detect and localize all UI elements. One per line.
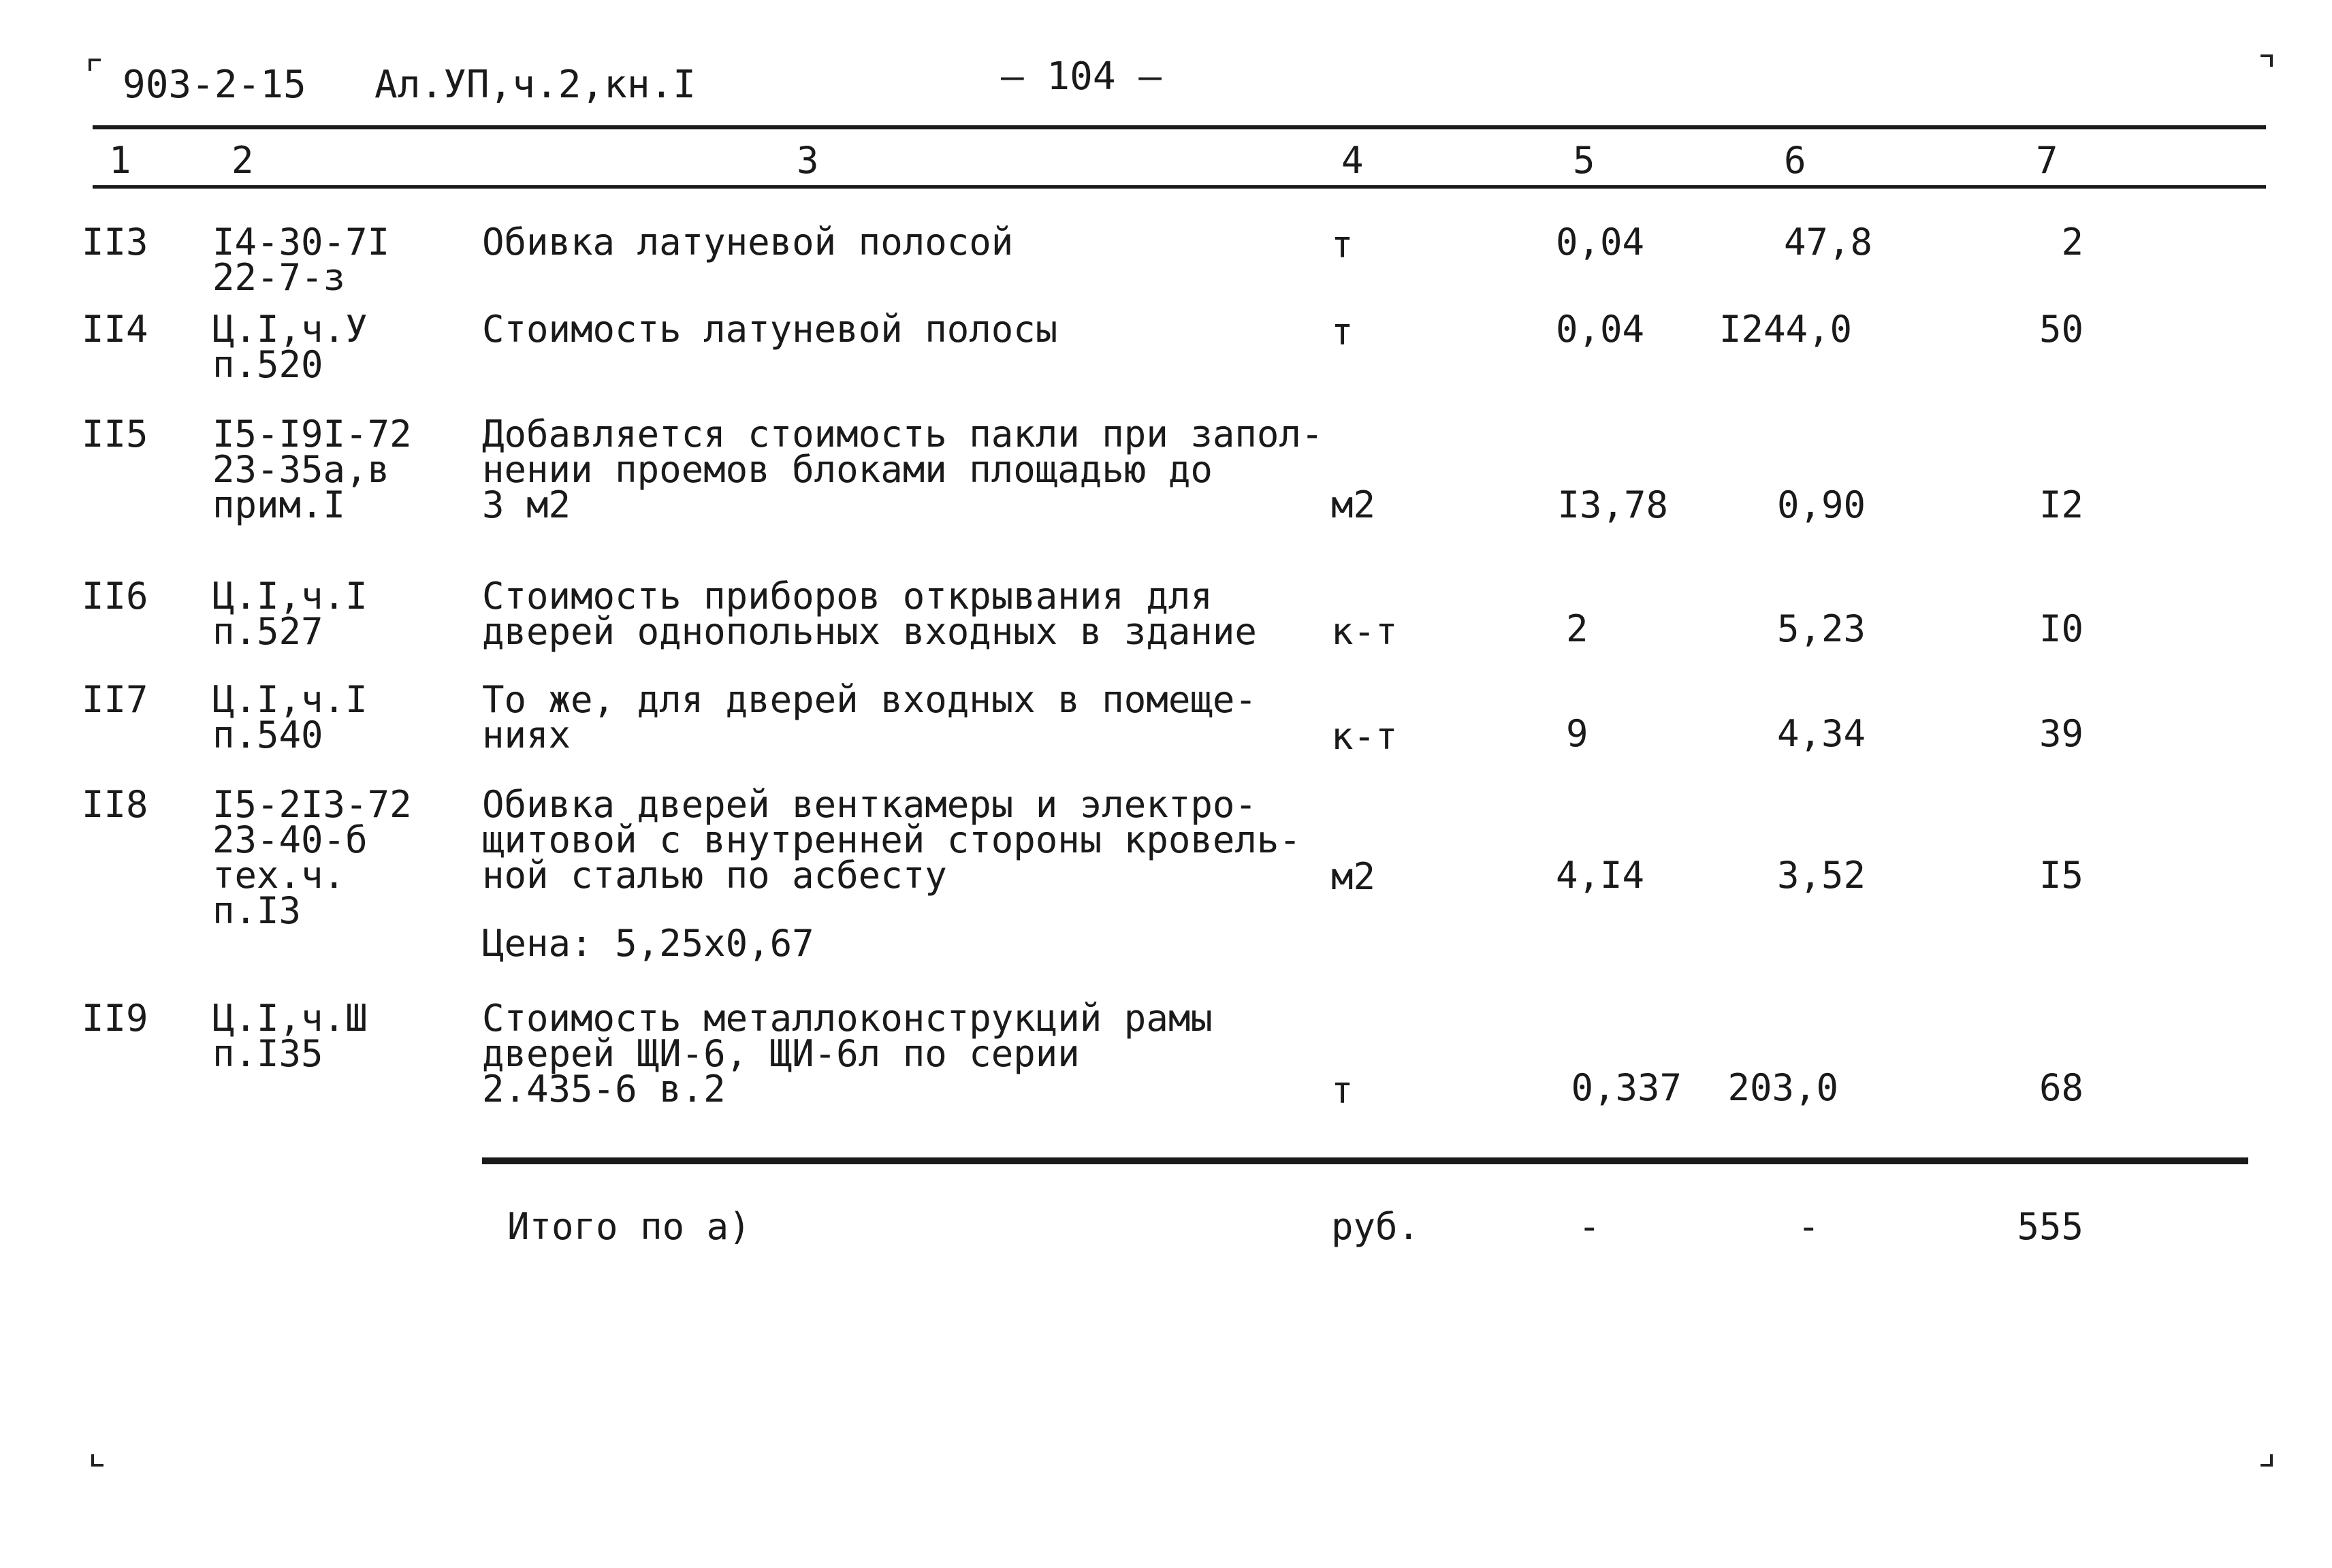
total-sum: 555 — [2017, 1205, 2083, 1248]
document-code: 903-2-15 — [123, 63, 306, 107]
row-reference: I4-30-7I 22-7-з — [212, 221, 390, 299]
header-rule-bottom — [93, 185, 2266, 189]
row-number: II3 — [82, 221, 148, 263]
page-number: — 104 — — [1001, 54, 1162, 99]
row-quantity: 4,I4 — [1555, 854, 1645, 897]
row-number: II7 — [82, 678, 148, 721]
row-quantity: 0,04 — [1555, 221, 1645, 263]
row-quantity: 9 — [1566, 712, 1588, 755]
row-price: 3,52 — [1776, 854, 1866, 897]
column-header-7: 7 — [2036, 139, 2058, 182]
corner-mark-top-left — [89, 59, 101, 71]
row-reference: Ц.I,ч.I п.527 — [212, 575, 368, 653]
column-header-3: 3 — [797, 139, 819, 182]
total-rule — [482, 1157, 2248, 1164]
row-reference: I5-I9I-72 23-35а,в прим.I — [212, 413, 412, 526]
row-description: Стоимость приборов открывания для дверей однопольных входных в здание — [482, 575, 1257, 653]
album-reference: Ал.УП,ч.2,кн.I — [374, 63, 697, 107]
row-price: 5,23 — [1776, 607, 1866, 650]
row-reference: I5-2I3-72 23-40-б тех.ч. п.I3 — [212, 783, 412, 932]
column-header-1: 1 — [109, 139, 131, 182]
row-number: II6 — [82, 575, 148, 618]
row-price: 47,8 — [1783, 221, 1872, 263]
row-number: II9 — [82, 997, 148, 1040]
column-header-5: 5 — [1573, 139, 1595, 182]
row-reference: Ц.I,ч.I п.540 — [212, 678, 368, 756]
row-description: То же, для дверей входных в помеще- ниях — [482, 678, 1257, 756]
total-label: Итого по а) — [507, 1205, 751, 1248]
row-description: Стоимость латуневой полосы — [482, 308, 1058, 351]
column-header-4: 4 — [1341, 139, 1364, 182]
row-description: Добавляется стоимость пакли при запол- нении проемов блоками площадью до 3 м2 — [482, 413, 1324, 526]
row-total: I2 — [2039, 483, 2083, 526]
row-unit: т — [1331, 1069, 1354, 1112]
row-description: Обивка латуневой полосой — [482, 221, 1014, 263]
corner-mark-top-right — [2261, 54, 2273, 67]
row-unit: м2 — [1331, 855, 1376, 898]
row-total: 68 — [2039, 1066, 2083, 1109]
row-quantity: 2 — [1566, 607, 1588, 650]
row-unit: к-т — [1331, 610, 1398, 653]
row-price: I244,0 — [1719, 308, 1852, 351]
corner-mark-bottom-right — [2261, 1454, 2273, 1467]
row-description: Обивка дверей венткамеры и электро- щитовой с внутренней стороны кровель- ной сталью по асбесту — [482, 783, 1301, 897]
column-header-2: 2 — [231, 139, 254, 182]
row-total: 50 — [2039, 308, 2083, 351]
corner-mark-bottom-left — [91, 1454, 103, 1467]
row-unit: к-т — [1331, 715, 1398, 758]
row-price-note: Цена: 5,25х0,67 — [482, 922, 814, 965]
row-unit: т — [1331, 223, 1354, 266]
row-number: II4 — [82, 308, 148, 351]
row-quantity: I3,78 — [1557, 483, 1668, 526]
row-total: 2 — [2061, 221, 2083, 263]
row-total: 39 — [2039, 712, 2083, 755]
row-price: 4,34 — [1776, 712, 1866, 755]
row-number: II5 — [82, 413, 148, 455]
row-price: 203,0 — [1727, 1066, 1838, 1109]
column-header-6: 6 — [1784, 139, 1806, 182]
row-quantity: 0,04 — [1555, 308, 1645, 351]
row-total: I0 — [2039, 607, 2083, 650]
row-unit: т — [1331, 310, 1354, 353]
row-description: Стоимость металлоконструкций рамы дверей ЩИ-6, ЩИ-6л по серии 2.435-6 в.2 — [482, 997, 1213, 1110]
row-reference: Ц.I,ч.Ш п.I35 — [212, 997, 368, 1075]
row-unit: м2 — [1331, 483, 1376, 526]
total-price: - — [1798, 1205, 1820, 1248]
total-unit: руб. — [1331, 1205, 1420, 1248]
row-number: II8 — [82, 783, 148, 826]
row-total: I5 — [2039, 854, 2083, 897]
total-quantity: - — [1578, 1205, 1601, 1248]
row-quantity: 0,337 — [1571, 1066, 1682, 1109]
header-rule-top — [93, 125, 2266, 129]
row-price: 0,90 — [1776, 483, 1866, 526]
row-reference: Ц.I,ч.У п.520 — [212, 308, 368, 386]
